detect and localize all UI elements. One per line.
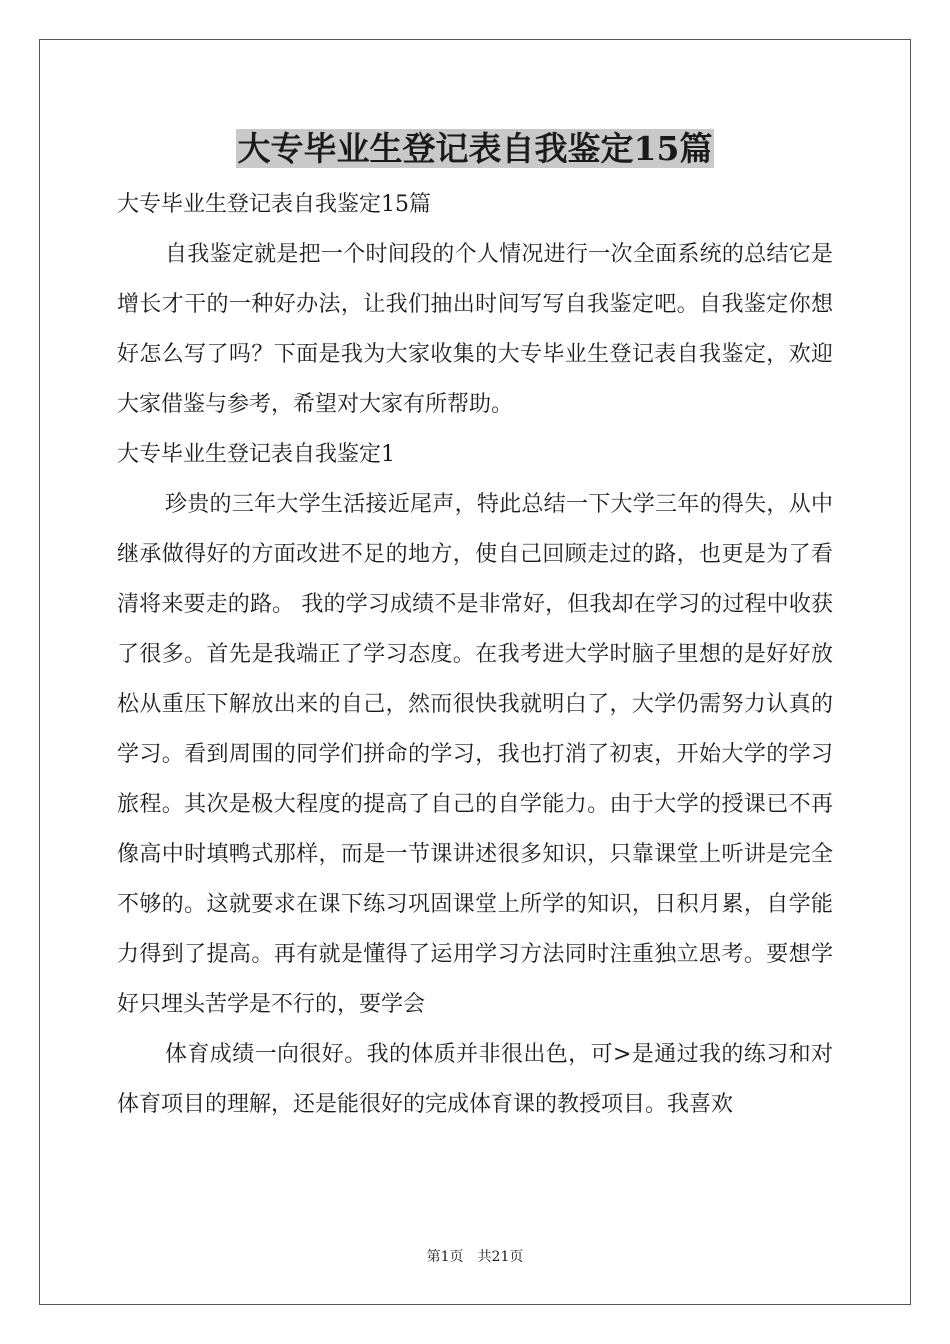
section-heading: 大专毕业生登记表自我鉴定1 (117, 442, 395, 467)
page-footer (0, 1247, 950, 1267)
document-title-text: 大专毕业生登记表自我鉴定15篇 (237, 129, 713, 168)
body-paragraph: 珍贵的三年大学生活接近尾声，特此总结一下大学三年的得失，从中继承做得好的方面改进不足的地方，使自己回顾走过的路，也更是为了看清将来要走的路。 我的学习成绩不是非常好，但我却在学习的过程中收获了很多。首先是我端正了学习态度。在我考进大学时脑子里想的是好好放松从重压下解放出来的自己，然而很快我就明白了，大学仍需努力认真的学习。看到周围的同学们拼命的学习，我也打消了初衷，开始大学的学习旅程。其次是极大程度的提高了自己的自学能力。由于大学的授课已不再像高中时填鸭式那样，而是一节课讲述很多知识，只靠课堂上听讲是完全不够的。这就要求在课下练习巩固课堂上所学的知识，日积月累，自学能力得到了提高。再有就是懂得了运用学习方法同时注重独立思考。要想学好只埋头苦学是不行的，要学会 (117, 492, 833, 1017)
page-total: 共21页 (477, 1249, 524, 1265)
page-number: 第1页 (426, 1249, 464, 1265)
document-body (117, 180, 833, 1130)
body-paragraph: 体育成绩一向很好。我的体质并非很出色，可>是通过我的练习和对体育项目的理解，还是能很好的完成体育课的教授项目。我喜欢 (117, 1042, 833, 1117)
document-subtitle: 大专毕业生登记表自我鉴定15篇 (117, 192, 431, 217)
intro-paragraph: 自我鉴定就是把一个时间段的个人情况进行一次全面系统的总结它是增长才干的一种好办法，让我们抽出时间写写自我鉴定吧。自我鉴定你想好怎么写了吗？下面是我为大家收集的大专毕业生登记表自我鉴定，欢迎大家借鉴与参考，希望对大家有所帮助。 (117, 242, 833, 417)
document-title (0, 127, 950, 171)
